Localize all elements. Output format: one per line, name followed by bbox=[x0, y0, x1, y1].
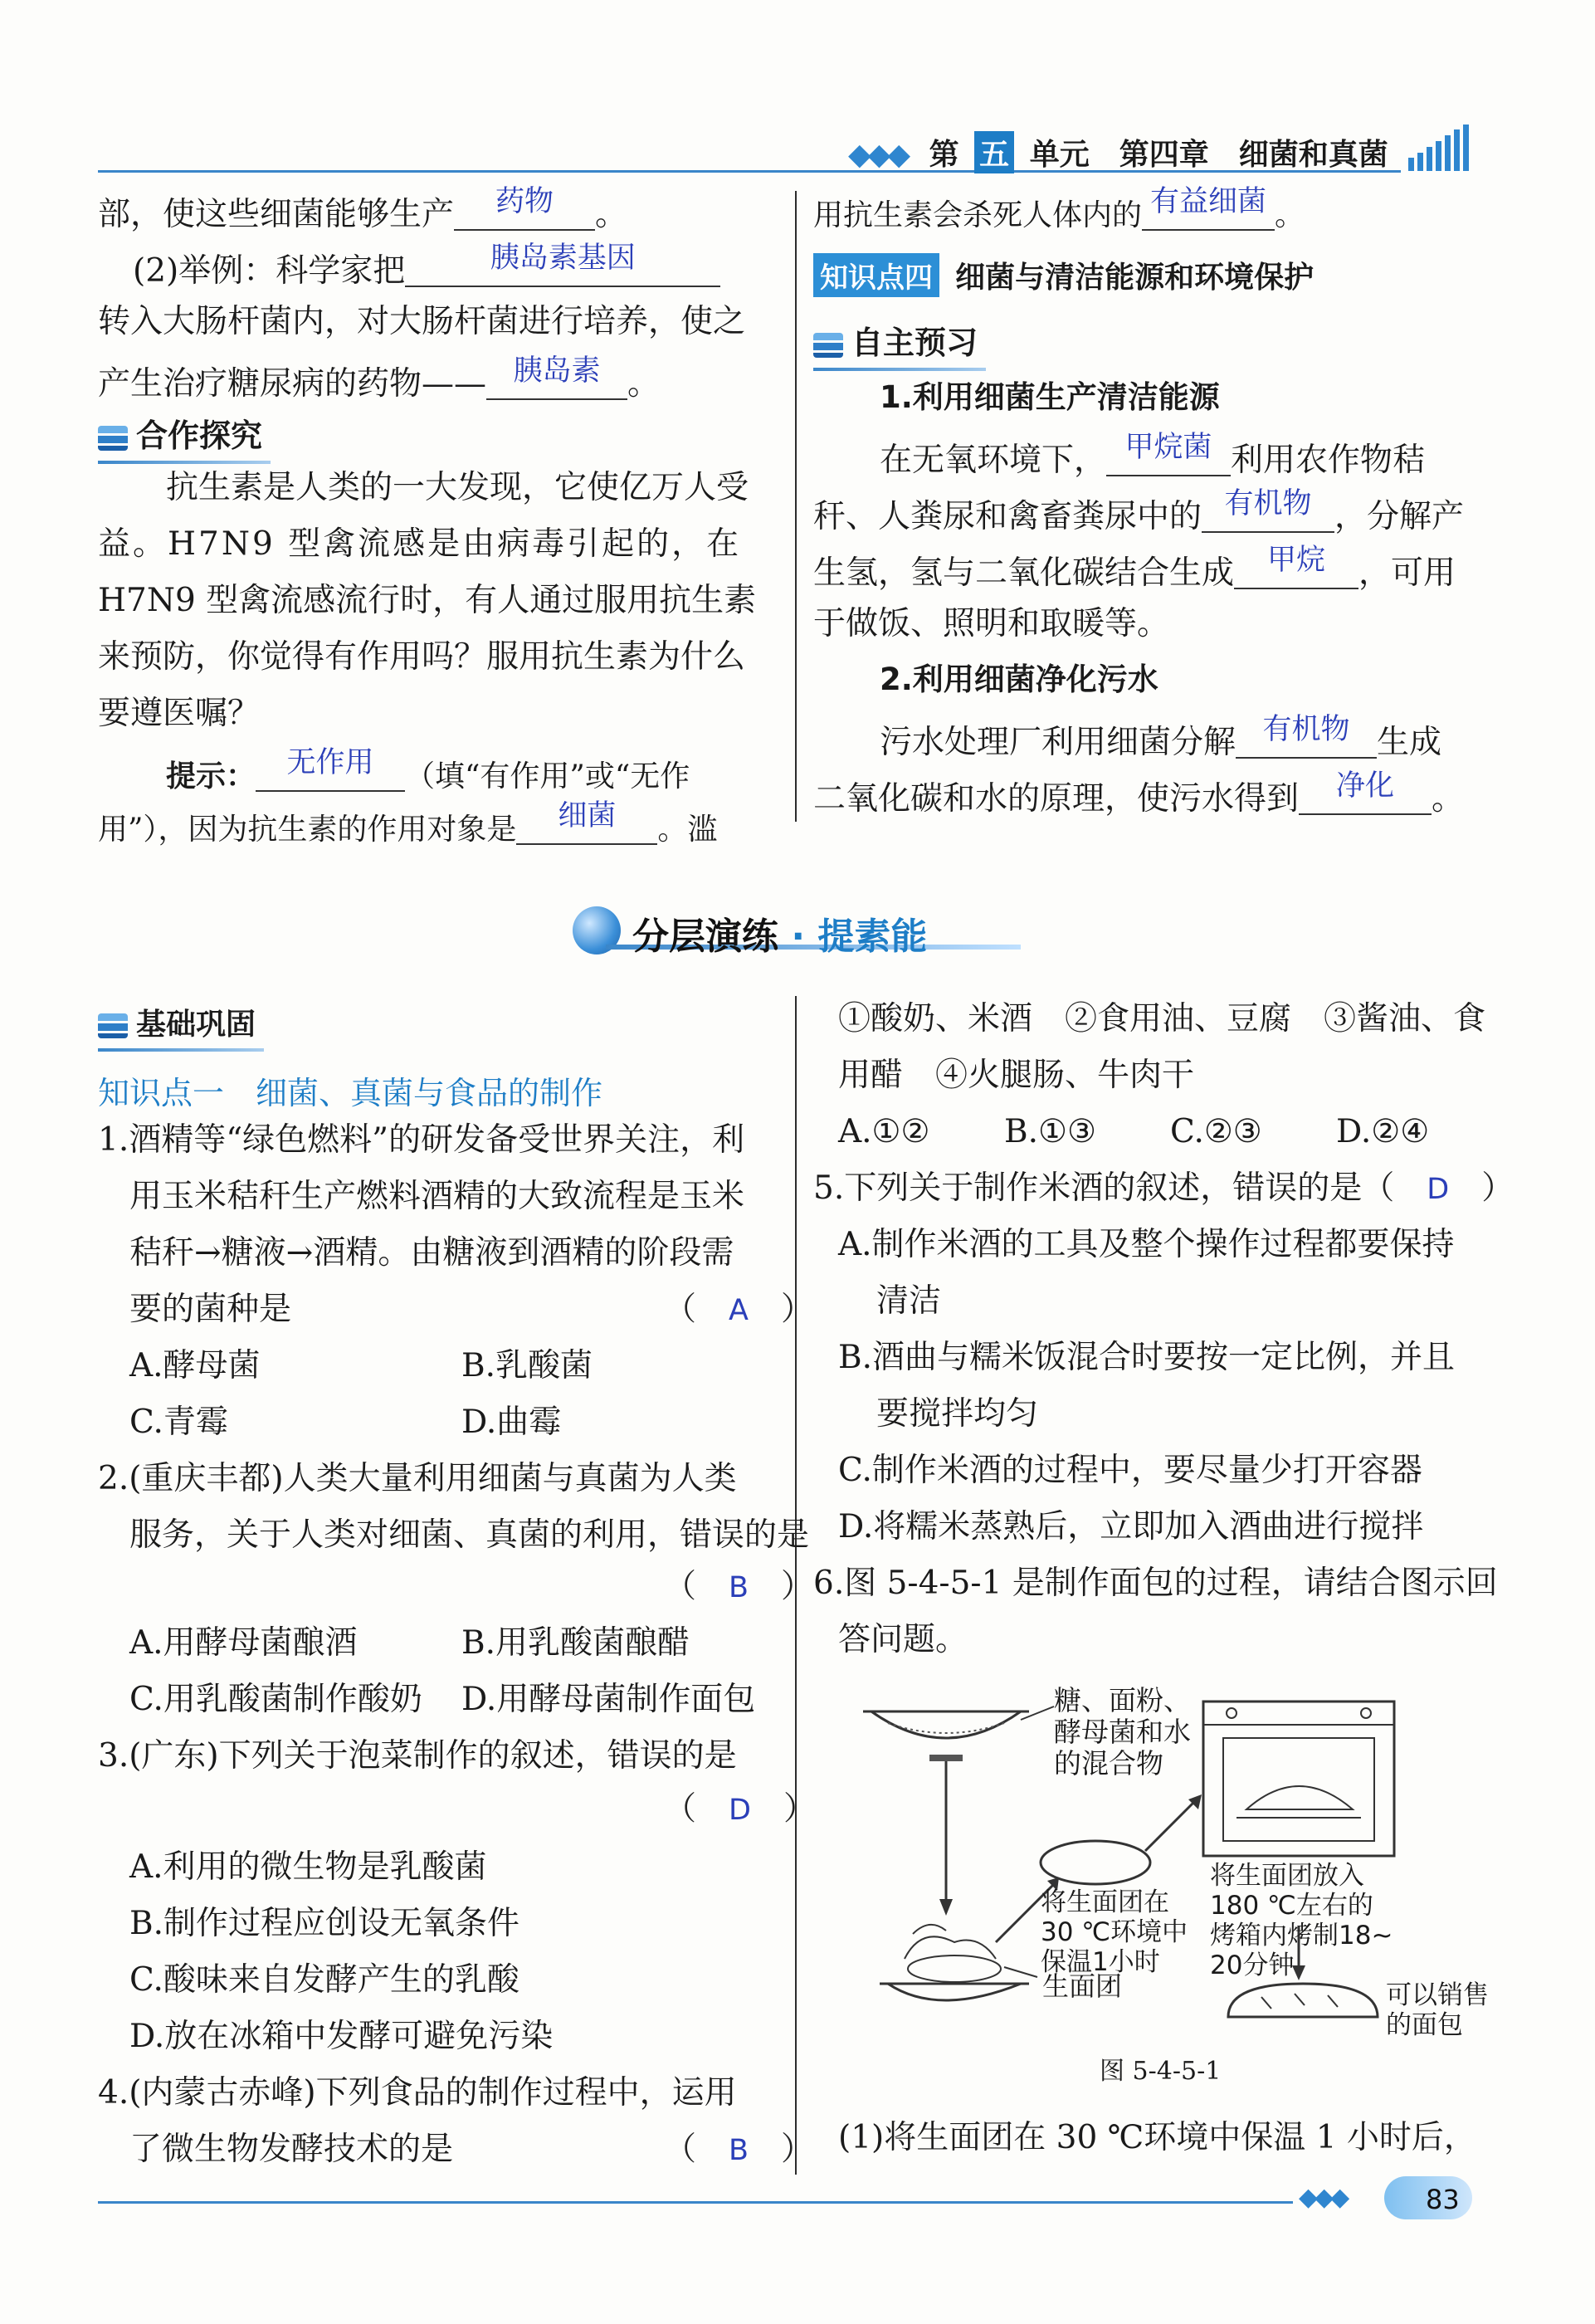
kp4-label: 知识点四 bbox=[813, 253, 939, 297]
rt-answer-6: 净化 bbox=[1336, 769, 1395, 803]
lt-hint-line bbox=[166, 746, 690, 793]
lt-blank-1[interactable] bbox=[454, 185, 595, 231]
preview-title: 自主预习 bbox=[851, 325, 978, 361]
rt-blank-1[interactable] bbox=[1142, 185, 1275, 231]
warm-label-2: 30 ℃环境中 bbox=[1041, 1917, 1188, 1947]
header bbox=[848, 131, 1388, 173]
hint-text-2: 用”），因为抗生素的作用对象是 bbox=[98, 813, 517, 847]
bread-label-2: 的面包 bbox=[1386, 2010, 1463, 2040]
lt-line-2 bbox=[133, 242, 720, 290]
rt-blank-6[interactable] bbox=[1299, 769, 1432, 815]
q3-answer-paren: （ D ） bbox=[664, 1790, 816, 1828]
q2-option-d[interactable]: D.用酵母菌制作面包 bbox=[461, 1681, 756, 1718]
rt-s1: 1.利用细菌生产清洁能源 bbox=[880, 379, 1220, 415]
q1-line-4: 要的菌种是 bbox=[129, 1291, 292, 1328]
lt-blank-3[interactable] bbox=[486, 354, 627, 400]
q5-line: 5.下列关于制作米酒的叙述，错误的是（ D ） bbox=[813, 1169, 1515, 1207]
q4-line-2: 了微生物发酵技术的是 bbox=[129, 2131, 454, 2168]
rt-p1 bbox=[880, 431, 1426, 479]
mix-label-3: 的混合物 bbox=[1054, 1747, 1163, 1780]
rt-p1a: 在无氧环境下， bbox=[880, 442, 1107, 479]
coop-heading bbox=[98, 410, 262, 456]
column-divider-top bbox=[795, 191, 797, 822]
banner-dot: · bbox=[791, 915, 806, 958]
rt-q1b: 生成 bbox=[1377, 724, 1442, 761]
rt-p3b: ，可用 bbox=[1358, 554, 1456, 592]
warm-label-3: 保温1小时 bbox=[1041, 1947, 1160, 1977]
banner-left: 分层演练 bbox=[632, 915, 778, 958]
bread-process-figure bbox=[855, 1684, 1489, 2075]
q4-options-line-1: ①酸奶、米酒 ②食用油、豆腐 ③酱油、食 bbox=[838, 1000, 1486, 1038]
book-stack-icon bbox=[813, 333, 843, 358]
rt-p3a: 生氢，氢与二氧化碳结合生成 bbox=[813, 554, 1235, 592]
rt-answer-4: 甲烷 bbox=[1267, 544, 1326, 577]
q2-answer: B bbox=[729, 1571, 749, 1604]
rt-blank-3[interactable] bbox=[1202, 487, 1334, 533]
q2-option-c[interactable]: C.用乳酸菌制作酸奶 bbox=[129, 1681, 422, 1718]
hint-text-2-end: 。滥 bbox=[657, 813, 718, 847]
q1-answer: A bbox=[729, 1294, 749, 1327]
bread-label-1: 可以销售 bbox=[1386, 1980, 1489, 2010]
q4-answer: B bbox=[729, 2134, 749, 2167]
bake-label-4: 20分钟 bbox=[1210, 1950, 1295, 1980]
q2-option-a[interactable]: A.用酵母菌酿酒 bbox=[129, 1624, 358, 1662]
mix-label-2: 酵母菌和水 bbox=[1054, 1716, 1191, 1748]
q6-sub-1: (1)将生面团在 30 ℃环境中保温 1 小时后， bbox=[838, 2119, 1476, 2156]
q1-line-3: 秸秆→糖液→酒精。由糖液到酒精的阶段需 bbox=[129, 1234, 734, 1272]
kp4-heading bbox=[813, 253, 1314, 297]
rt-q2a: 二氧化碳和水的原理，使污水得到 bbox=[813, 780, 1300, 818]
lt-blank-5[interactable] bbox=[516, 799, 657, 845]
lt-p3: H7N9 型禽流感流行时，有人通过服用抗生素 bbox=[98, 582, 757, 619]
lt-p5: 要遵医嘱？ bbox=[98, 695, 261, 732]
rt-q2b: 。 bbox=[1432, 780, 1465, 818]
q5-option-a-2: 清洁 bbox=[876, 1282, 942, 1320]
lt-answer-4: 无作用 bbox=[286, 746, 374, 779]
section-banner bbox=[573, 901, 1021, 959]
q2-line-1: 2.(重庆丰都)人类大量利用细菌与真菌为人类 bbox=[98, 1460, 737, 1497]
q1-answer-paren: （ A ） bbox=[664, 1291, 813, 1328]
rt-answer-3: 有机物 bbox=[1224, 487, 1312, 520]
q3-option-a[interactable]: A.利用的微生物是乳酸菌 bbox=[129, 1848, 487, 1886]
lt-line-1 bbox=[98, 185, 628, 233]
q1-option-a[interactable]: A.酵母菌 bbox=[129, 1347, 261, 1384]
rt-p1b: 利用农作物秸 bbox=[1231, 442, 1426, 479]
rt-q1a: 污水处理厂利用细菌分解 bbox=[880, 724, 1236, 761]
rt-blank-2[interactable] bbox=[1106, 431, 1231, 476]
rt-s2: 2.利用细菌净化污水 bbox=[880, 662, 1158, 697]
page-number: 83 bbox=[1426, 2184, 1460, 2215]
q5-text: 5.下列关于制作米酒的叙述，错误的是 bbox=[813, 1169, 1363, 1207]
q1-option-c[interactable]: C.青霉 bbox=[129, 1404, 228, 1441]
header-text-before: 第 bbox=[929, 138, 959, 172]
rt-text-1: 用抗生素会杀死人体内的 bbox=[813, 198, 1143, 232]
book-stack-icon bbox=[98, 426, 128, 451]
lt-hint-line-2 bbox=[98, 799, 718, 847]
lt-p4: 来预防，你觉得有作用吗？服用抗生素为什么 bbox=[98, 638, 746, 676]
rt-blank-4[interactable] bbox=[1234, 544, 1358, 589]
q5-option-b-1[interactable]: B.酒曲与糯米饭混合时要按一定比例，并且 bbox=[838, 1339, 1456, 1376]
rt-line-1 bbox=[813, 185, 1305, 232]
lt-line-3: 转入大肠杆菌内，对大肠杆菌进行培养，使之 bbox=[98, 303, 746, 340]
q1-option-b[interactable]: B.乳酸菌 bbox=[461, 1347, 593, 1384]
q2-line-2: 服务，关于人类对细菌、真菌的利用，错误的是 bbox=[129, 1516, 810, 1554]
q6-line-1: 6.图 5-4-5-1 是制作面包的过程，请结合图示回 bbox=[813, 1565, 1498, 1602]
figure-caption: 图 5-4-5-1 bbox=[1100, 2057, 1222, 2086]
header-text-after: 单元 第四章 细菌和真菌 bbox=[1029, 138, 1388, 172]
q3-option-c[interactable]: C.酸味来自发酵产生的乳酸 bbox=[129, 1961, 519, 1999]
q1-line-1 bbox=[98, 1121, 745, 1159]
header-arrows-icon: ◆◆◆ bbox=[848, 138, 908, 172]
lt-text-4-end: 。 bbox=[627, 365, 661, 403]
lt-blank-4[interactable] bbox=[256, 746, 405, 792]
q1-line-2: 用玉米秸秆生产燃料酒精的大致流程是玉米 bbox=[129, 1178, 745, 1215]
lt-answer-2: 胰岛素基因 bbox=[490, 242, 636, 275]
rt-q2 bbox=[813, 769, 1465, 818]
basic-heading bbox=[98, 1001, 256, 1043]
rt-answer-1: 有益细菌 bbox=[1150, 185, 1267, 218]
footer-rule bbox=[98, 2201, 1293, 2204]
rt-text-1-end: 。 bbox=[1275, 198, 1305, 232]
lt-answer-5: 细菌 bbox=[558, 799, 617, 832]
q4-option-a[interactable]: A.①② bbox=[838, 1113, 930, 1150]
kp4-title: 细菌与清洁能源和环境保护 bbox=[955, 261, 1315, 295]
q4-answer-paren: （ B ） bbox=[664, 2131, 814, 2168]
q4-option-b[interactable]: B.①③ bbox=[1004, 1113, 1096, 1150]
bake-label-1: 将生面团放入 bbox=[1210, 1861, 1364, 1891]
lt-p1: 抗生素是人类的一大发现，它使亿万人受 bbox=[166, 469, 749, 506]
lt-answer-1: 药物 bbox=[495, 185, 554, 218]
bake-label-2: 180 ℃左右的 bbox=[1210, 1891, 1373, 1921]
mix-label-1: 糖、面粉、 bbox=[1054, 1684, 1191, 1716]
q5-option-b-2: 要搅拌均匀 bbox=[876, 1395, 1039, 1433]
basic-title: 基础巩固 bbox=[136, 1008, 256, 1042]
book-stack-icon bbox=[98, 1013, 128, 1038]
lt-answer-3: 胰岛素 bbox=[513, 354, 601, 388]
unit-number-badge: 五 bbox=[974, 131, 1014, 173]
kp1-heading: 知识点一 细菌、真菌与食品的制作 bbox=[98, 1075, 603, 1111]
q4-option-c[interactable]: C.②③ bbox=[1170, 1113, 1262, 1150]
footer-arrows-icon: ◆◆◆ bbox=[1299, 2183, 1347, 2212]
q4-line-1: 4.(内蒙古赤峰)下列食品的制作过程中，运用 bbox=[98, 2074, 737, 2112]
lt-line-4 bbox=[98, 354, 661, 403]
q4-options-line-2: 用醋 ④火腿肠、牛肉干 bbox=[838, 1057, 1195, 1094]
q5-option-c[interactable]: C.制作米酒的过程中，要尽量少打开容器 bbox=[838, 1452, 1422, 1489]
warm-label-1: 将生面团在 bbox=[1041, 1887, 1169, 1917]
rt-p2 bbox=[813, 487, 1465, 535]
q3-option-d[interactable]: D.放在冰箱中发酵可避免污染 bbox=[129, 2018, 554, 2055]
lt-text-2: (2)举例：科学家把 bbox=[133, 252, 406, 290]
hint-label: 提示： bbox=[166, 759, 256, 793]
q3-answer: D bbox=[729, 1794, 751, 1827]
rt-q1 bbox=[880, 713, 1442, 761]
lt-text-1: 部，使这些细菌能够生产 bbox=[98, 196, 455, 233]
preview-heading bbox=[813, 317, 978, 363]
coop-title: 合作探究 bbox=[136, 417, 263, 454]
q2-option-b[interactable]: B.用乳酸菌酿醋 bbox=[461, 1624, 690, 1662]
bake-label-3: 烤箱内烤制18~ bbox=[1210, 1921, 1393, 1950]
rt-p3 bbox=[813, 544, 1456, 592]
rt-p4: 于做饭、照明和取暖等。 bbox=[813, 605, 1170, 642]
lt-blank-2[interactable] bbox=[405, 242, 720, 287]
q5-option-a-1[interactable]: A.制作米酒的工具及整个操作过程都要保持 bbox=[838, 1226, 1455, 1263]
dough-label: 生面团 bbox=[1042, 1970, 1123, 2002]
q5-option-d[interactable]: D.将糯米蒸熟后，立即加入酒曲进行搅拌 bbox=[838, 1508, 1424, 1545]
lt-text-4: 产生治疗糖尿病的药物—— bbox=[98, 365, 487, 403]
rt-p2b: ，分解产 bbox=[1334, 498, 1465, 535]
lt-text-1-end: 。 bbox=[595, 196, 628, 233]
rt-answer-5: 有机物 bbox=[1262, 713, 1350, 746]
q4-option-d[interactable]: D.②④ bbox=[1336, 1113, 1430, 1150]
q3-line-1: 3.(广东)下列关于泡菜制作的叙述，错误的是 bbox=[98, 1737, 737, 1775]
lt-p2: 益。H7N9 型禽流感是由病毒引起的，在 bbox=[98, 525, 742, 563]
rt-p2a: 秆、人粪尿和禽畜粪尿中的 bbox=[813, 498, 1202, 535]
signal-bars-icon bbox=[1407, 124, 1473, 171]
hint-rest: （填“有作用”或“无作 bbox=[405, 759, 690, 793]
q6-line-2: 答问题。 bbox=[838, 1621, 968, 1658]
q1-option-d[interactable]: D.曲霉 bbox=[461, 1404, 562, 1441]
q2-answer-paren: （ B ） bbox=[664, 1568, 814, 1605]
q3-option-b[interactable]: B.制作过程应创设无氧条件 bbox=[129, 1905, 520, 1942]
banner-right: 提素能 bbox=[817, 915, 928, 958]
q1-text-1: 1.酒精等“绿色燃料”的研发备受世界关注，利 bbox=[98, 1121, 745, 1159]
rt-answer-2: 甲烷菌 bbox=[1124, 431, 1212, 464]
page-number-badge bbox=[1384, 2176, 1472, 2219]
rt-blank-5[interactable] bbox=[1236, 713, 1377, 759]
q5-answer: D bbox=[1427, 1173, 1450, 1206]
